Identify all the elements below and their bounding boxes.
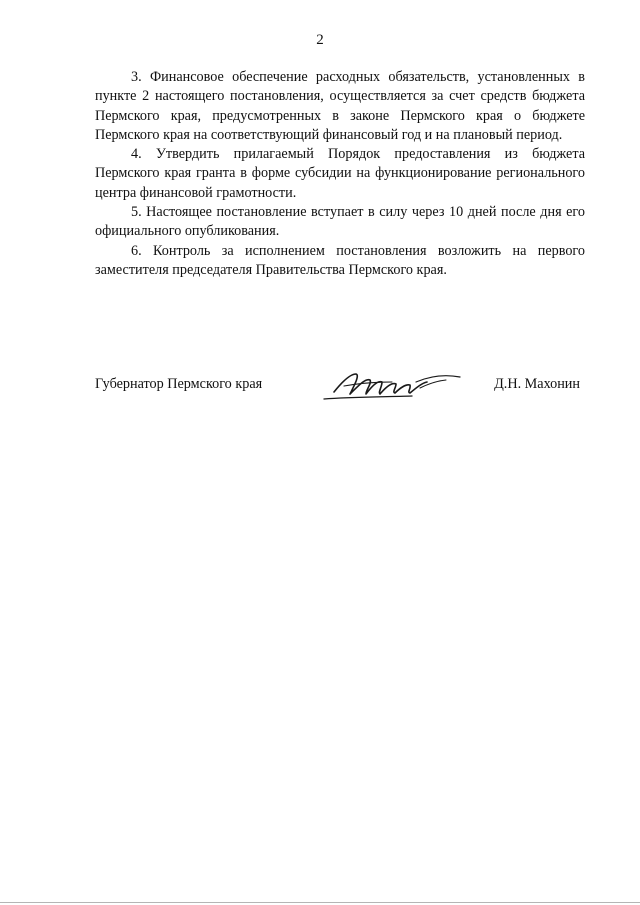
page-bottom-edge: [0, 902, 640, 903]
handwritten-signature: [320, 370, 465, 404]
signer-name: Д.Н. Махонин: [494, 376, 580, 392]
paragraph-4: 4. Утвердить прилагаемый Порядок предоставления из бюджета Пермского края гранта в форме субсидии на функционирование регионального центра финансовой грамотности.: [95, 146, 585, 201]
document-body: [95, 68, 585, 280]
page-number: 2: [316, 32, 324, 48]
paragraph-6: 6. Контроль за исполнением постановления возложить на первого заместителя председателя Правительства Пермского края.: [95, 242, 585, 278]
paragraph-3: 3. Финансовое обеспечение расходных обязательств, установленных в пункте 2 настоящего постановления, осуществляется за счет средств бюджета Пермского края, предусмотренных в законе Пермского края о бюджете Пермского края на соответствующий финансовый год и на плановый период.: [95, 69, 585, 143]
signature-block: [95, 370, 585, 410]
paragraph-5: 5. Настоящее постановление вступает в силу через 10 дней после дня его официального опубликования.: [95, 204, 585, 240]
signer-position: Губернатор Пермского края: [95, 376, 263, 392]
